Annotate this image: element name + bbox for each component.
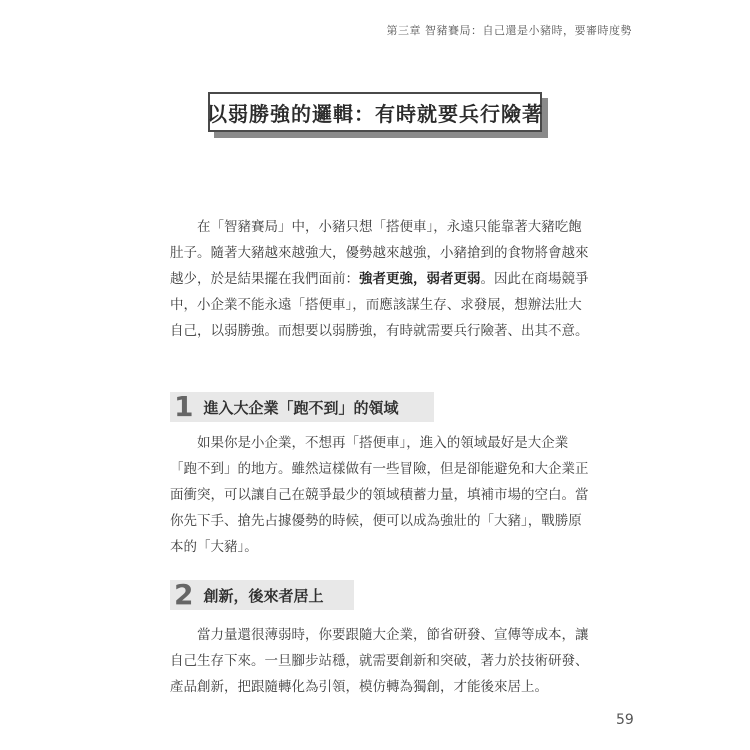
intro-emphasis: 強者更強，弱者更弱 <box>359 271 481 287</box>
intro-paragraph <box>170 214 590 344</box>
section-title: 創新，後來者居上 <box>203 586 324 605</box>
section-heading-2 <box>170 580 354 610</box>
section-title: 進入大企業「跑不到」的領域 <box>203 398 399 417</box>
section-number: 2 <box>174 578 194 611</box>
section-heading-1 <box>170 392 434 422</box>
page-title: 以弱勝強的邏輯：有時就要兵行險著 <box>207 101 543 126</box>
intro-text-2: 。因此在商場競爭中，小企業不能永遠「搭便車」，而應該謀生存、求發展，想辦法壯大自己，以弱勝強。而想要以弱勝強，有時就需要兵行險著、出其不意。 <box>170 271 589 339</box>
section-1-paragraph: 如果你是小企業，不想再「搭便車」，進入的領域最好是大企業「跑不到」的地方。雖然這樣做有一些冒險，但是卻能避免和大企業正面衝突，可以讓自己在競爭最少的領域積蓄力量，填補市場的空白。當你先下手、搶先占據優勢的時候，便可以成為強壯的「大豬」，戰勝原本的「大豬」。 <box>170 435 589 555</box>
title-frame <box>208 92 542 132</box>
intro-text-1: 在「智豬賽局」中，小豬只想「搭便車」，永遠只能靠著大豬吃飽肚子。隨著大豬越來越強大，優勢越來越強，小豬搶到的食物將會越來越少，於是結果擺在我們面前： <box>170 219 589 287</box>
title-box <box>208 92 548 138</box>
section-2-paragraph: 當力量還很薄弱時，你要跟隨大企業，節省研發、宣傳等成本，讓自己生存下來。一旦腳步站穩，就需要創新和突破，著力於技術研發、產品創新，把跟隨轉化為引領，模仿轉為獨創，才能後來居上。 <box>170 627 589 695</box>
page-number: 59 <box>616 712 634 728</box>
section-number: 1 <box>174 390 194 423</box>
running-header: 第三章 智豬賽局：自己還是小豬時，要審時度勢 <box>386 24 632 37</box>
